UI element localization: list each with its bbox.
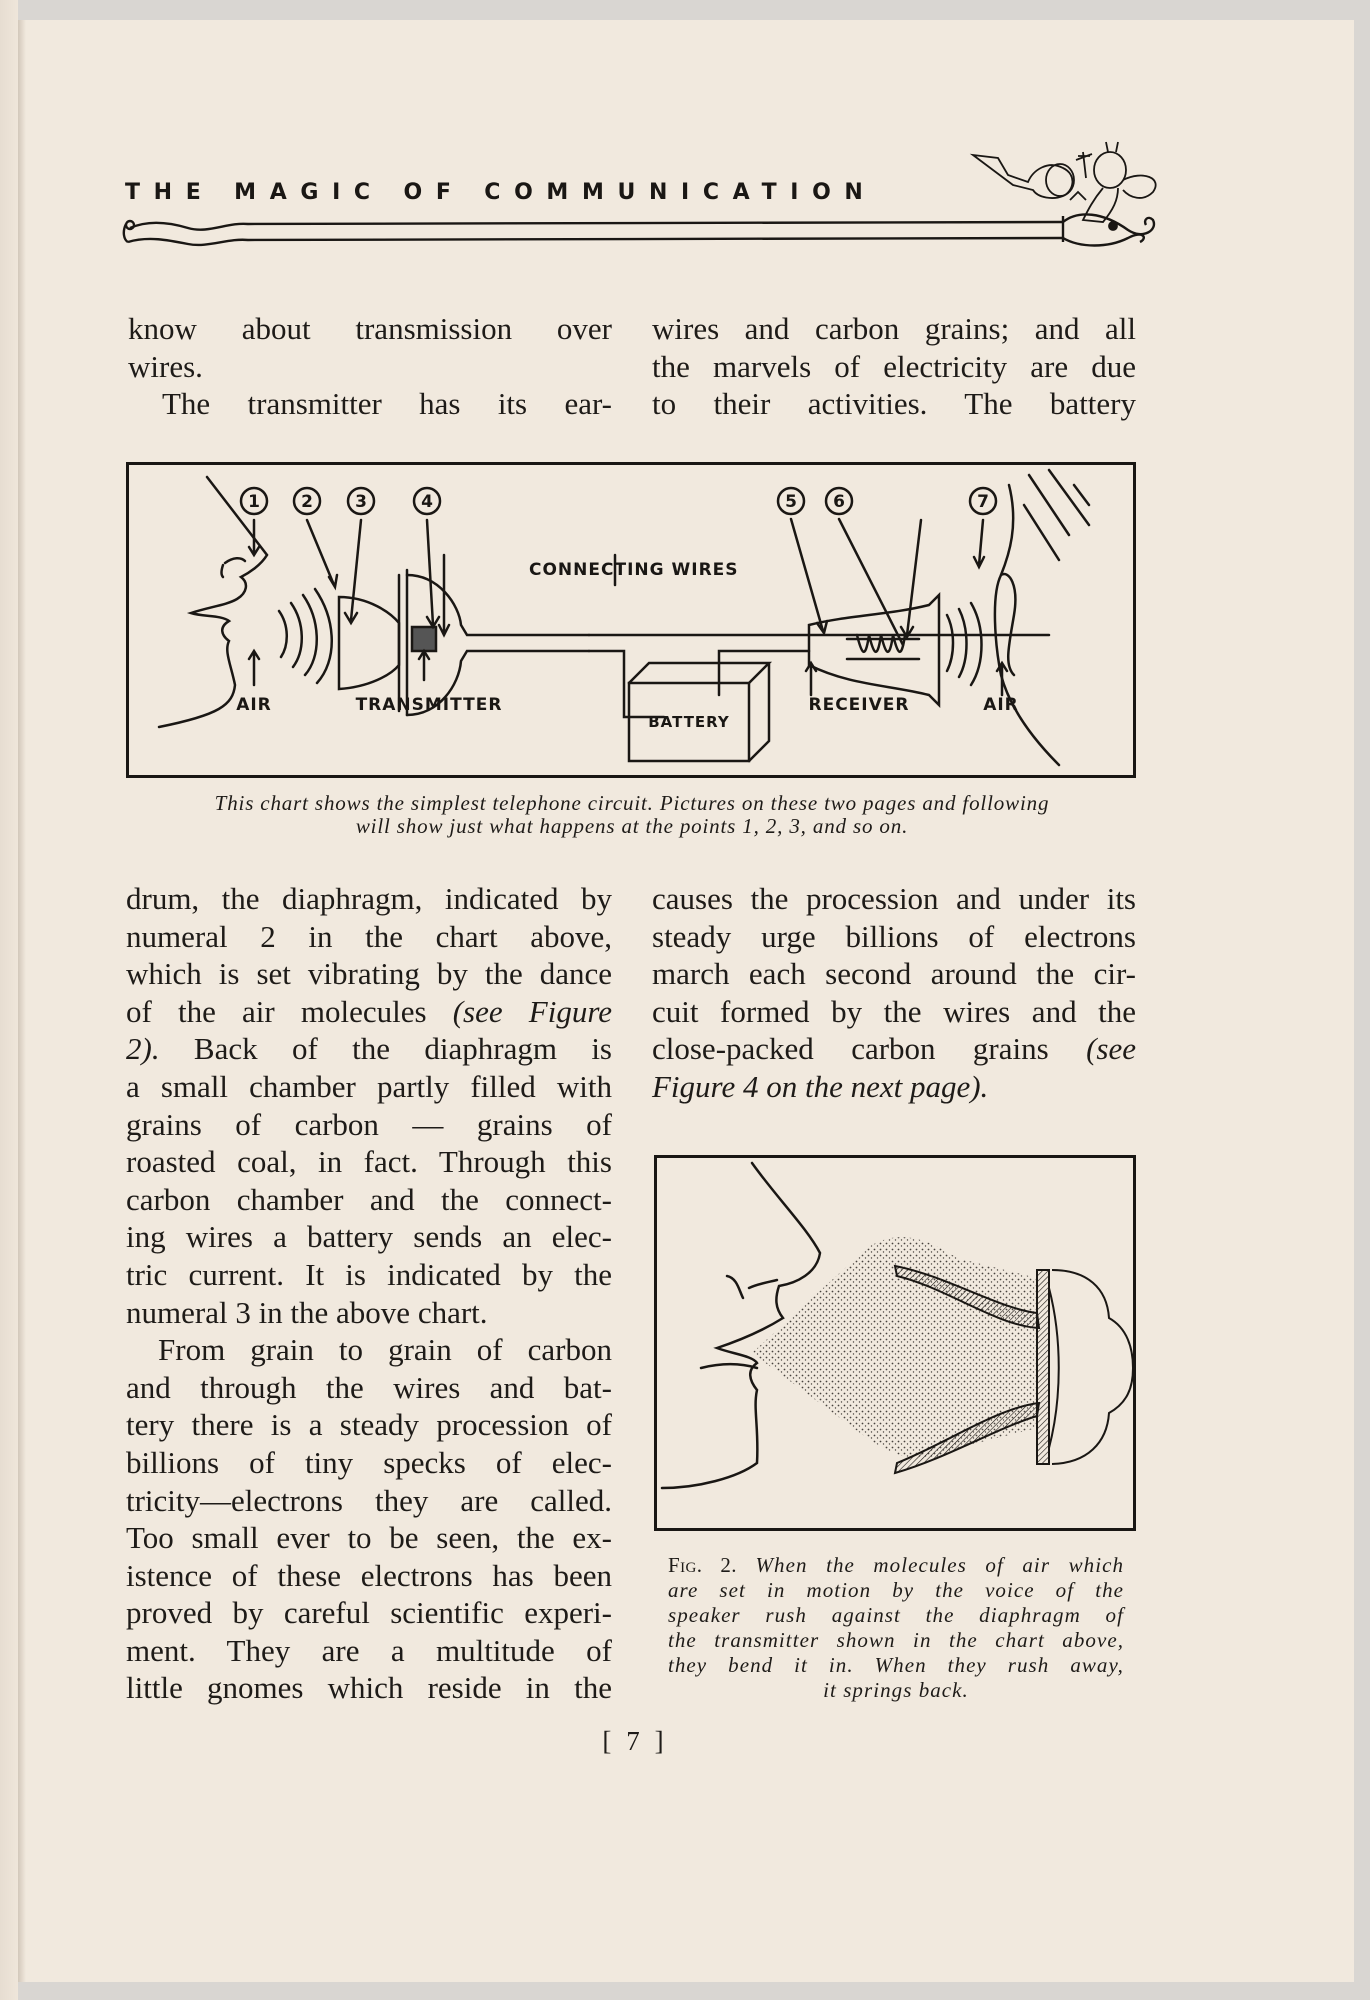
caption-line: will show just what happens at the points 1, 2, 3, and so on. [355,814,909,838]
sound-waves-icon [279,589,332,683]
text-line: tricity—electrons they are called. [126,1482,612,1518]
text-line: carbon chamber and the connect- [126,1181,612,1217]
point-number: 5 [785,492,797,512]
header-ornament [118,130,1158,255]
text-line: proved by careful scientific experi- [126,1595,612,1631]
gutter-shadow [18,20,26,1982]
running-title-word: OF [403,180,465,205]
body-left-column [126,880,612,1707]
figure-reference: 2). [126,1031,160,1067]
figure-reference: (see Figure [452,993,612,1029]
text-line: grains of carbon — grains of [126,1106,612,1142]
top-left-column [128,310,612,423]
point-number: 4 [421,492,433,512]
connecting-wire [719,651,809,695]
point-number: 2 [301,492,313,512]
text-line: Too small ever to be seen, the ex- [126,1520,612,1556]
caption-line: the transmitter shown in the chart above, [668,1628,1124,1652]
top-right-column [652,310,1136,423]
page-number: [ 7 ] [602,1726,668,1756]
listener-head-icon [995,485,1059,765]
figure-2-art [657,1158,1133,1528]
caption-text: When the molecules of air which [755,1553,1124,1577]
figure-reference: Figure 4 on the next page). [652,1068,989,1104]
caption-line: they bend it in. When they rush away, [668,1653,1124,1677]
text-line: roasted coal, in fact. Through this [126,1144,612,1180]
text-line: know about transmission over [128,311,612,346]
label-air-left: AIR [236,695,272,715]
caption-line: speaker rush against the diaphragm of [668,1603,1124,1627]
figure-reference: (see [1086,1031,1136,1067]
transmitter-icon [339,597,399,689]
text-line: and through the wires and bat- [126,1369,612,1405]
text-run: Back of the diaphragm is [159,1031,612,1067]
label-air-right: AIR [983,695,1019,715]
text-line: The transmitter has its ear- [162,386,612,422]
text-line: cuit formed by the wires and the [652,993,1136,1029]
text-line: to their activities. The battery [652,386,1136,422]
point-number: 6 [833,492,845,512]
text-line: a small chamber partly filled with [126,1068,612,1104]
text-line: numeral 3 in the above chart. [126,1294,488,1330]
point-number: 3 [355,492,367,512]
book-spine [0,0,18,2000]
text-line: causes the procession and under its [652,881,1136,916]
text-line: From grain to grain of carbon [158,1332,612,1368]
circuit-diagram [126,462,1136,778]
caption-line: This chart shows the simplest telephone circuit. Pictures on these two pages and following [214,791,1050,815]
text-line: ment. They are a multitude of [126,1632,612,1668]
diaphragm-icon [1037,1270,1049,1464]
diagram-caption [126,792,1138,838]
cherubs-icon [973,142,1156,230]
text-line: tric current. It is indicated by the [126,1256,612,1292]
sound-waves-icon [947,603,982,685]
text-line: which is set vibrating by the dance [126,956,612,992]
running-title-word: THE [125,180,215,205]
label-battery: BATTERY [648,713,730,731]
running-title-word: MAGIC [234,180,384,205]
text-line: the marvels of electricity are due [652,348,1136,384]
label-receiver: RECEIVER [808,695,910,715]
text-line: numeral 2 in the chart above, [126,918,612,954]
text-line: ing wires a battery sends an elec- [126,1219,612,1255]
caption-line: are set in motion by the voice of the [668,1578,1124,1602]
text-line [652,1030,1136,1068]
circuit-diagram-art [129,465,1133,775]
point-number: 7 [977,492,989,512]
text-line: march each second around the cir- [652,956,1136,992]
transmitter-casing [1052,1270,1133,1464]
text-line: drum, the diaphragm, indicated by [126,881,612,916]
text-run: of the air molecules [126,993,453,1029]
text-run: close-packed carbon grains [652,1031,1087,1067]
body-right-column [652,880,1136,1106]
caption-line: it springs back. [823,1678,969,1702]
text-line: tery there is a steady procession of [126,1407,612,1443]
point-number: 1 [248,492,260,512]
label-connecting-wires: CONNECTING WIRES [529,560,739,580]
text-line [126,1030,612,1068]
figure-2-illustration [654,1155,1136,1531]
text-line [126,993,612,1031]
text-line: little gnomes which reside in the [126,1670,612,1706]
figure-2-caption [668,1553,1124,1703]
text-line: wires and carbon grains; and all [652,311,1136,346]
running-title-word: COMMUNICATION [484,180,877,205]
scroll-ribbon [124,214,1154,245]
text-line: wires. [128,348,203,384]
caption-line [668,1553,1124,1578]
label-transmitter: TRANSMITTER [355,695,503,715]
figure-label: Fig. 2. [668,1553,737,1577]
text-line: istence of these electrons has been [126,1557,612,1593]
text-line: steady urge billions of electrons [652,918,1136,954]
text-line: billions of tiny specks of elec- [126,1444,612,1480]
